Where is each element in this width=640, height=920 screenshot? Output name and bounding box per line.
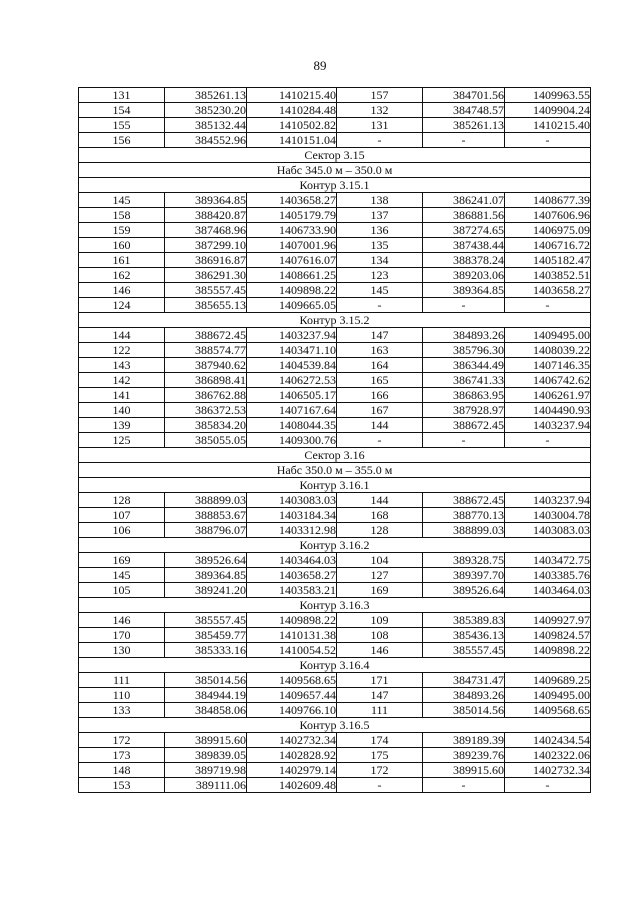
y-coordinate-cell: 1403583.21 xyxy=(247,583,337,598)
contour-title-row xyxy=(79,718,591,733)
x-coordinate-cell: 386344.49 xyxy=(423,358,505,373)
point-number-cell: 147 xyxy=(337,688,423,703)
table-row xyxy=(79,733,591,748)
coordinates-table-body xyxy=(79,88,591,793)
table-row xyxy=(79,748,591,763)
x-coordinate-cell: 389328.75 xyxy=(423,553,505,568)
y-coordinate-cell: 1409568.65 xyxy=(247,673,337,688)
point-number-cell: 143 xyxy=(79,358,165,373)
y-coordinate-cell: - xyxy=(505,778,591,793)
point-number-cell: 123 xyxy=(337,268,423,283)
point-number-cell: 122 xyxy=(79,343,165,358)
y-coordinate-cell: 1408039.22 xyxy=(505,343,591,358)
table-row xyxy=(79,118,591,133)
point-number-cell: - xyxy=(337,133,423,148)
point-number-cell: 137 xyxy=(337,208,423,223)
y-coordinate-cell: 1403658.27 xyxy=(505,283,591,298)
contour-title-row xyxy=(79,313,591,328)
x-coordinate-cell: 384893.26 xyxy=(423,688,505,703)
point-number-cell: 134 xyxy=(337,253,423,268)
point-number-cell: - xyxy=(337,433,423,448)
y-coordinate-cell: 1403472.75 xyxy=(505,553,591,568)
table-row xyxy=(79,778,591,793)
point-number-cell: 147 xyxy=(337,328,423,343)
x-coordinate-cell: 386741.33 xyxy=(423,373,505,388)
x-coordinate-cell: 385557.45 xyxy=(165,613,247,628)
x-coordinate-cell: 386372.53 xyxy=(165,403,247,418)
point-number-cell: 146 xyxy=(79,613,165,628)
point-number-cell: 128 xyxy=(337,523,423,538)
x-coordinate-cell: 385389.83 xyxy=(423,613,505,628)
x-coordinate-cell: 385333.16 xyxy=(165,643,247,658)
contour-title-row xyxy=(79,178,591,193)
table-row xyxy=(79,328,591,343)
point-number-cell: 108 xyxy=(337,628,423,643)
page-number: 89 xyxy=(313,58,327,73)
table-row xyxy=(79,628,591,643)
x-coordinate-cell: 388853.67 xyxy=(165,508,247,523)
point-number-cell: 153 xyxy=(79,778,165,793)
x-coordinate-cell: 387299.10 xyxy=(165,238,247,253)
x-coordinate-cell: 388574.77 xyxy=(165,343,247,358)
x-coordinate-cell: 385014.56 xyxy=(165,673,247,688)
contour-title: Контур 3.15.1 xyxy=(79,178,591,193)
sector-title: Сектор 3.16 xyxy=(79,448,591,463)
y-coordinate-cell: 1408661.25 xyxy=(247,268,337,283)
point-number-cell: 174 xyxy=(337,733,423,748)
sector-title-row xyxy=(79,148,591,163)
y-coordinate-cell: 1403471.10 xyxy=(247,343,337,358)
x-coordinate-cell: 389241.20 xyxy=(165,583,247,598)
point-number-cell: 162 xyxy=(79,268,165,283)
y-coordinate-cell: 1403083.03 xyxy=(247,493,337,508)
y-coordinate-cell: 1402609.48 xyxy=(247,778,337,793)
point-number-cell: 107 xyxy=(79,508,165,523)
x-coordinate-cell: 385557.45 xyxy=(423,643,505,658)
x-coordinate-cell: 385261.13 xyxy=(423,118,505,133)
point-number-cell: 146 xyxy=(79,283,165,298)
x-coordinate-cell: 389111.06 xyxy=(165,778,247,793)
y-coordinate-cell: 1405182.47 xyxy=(505,253,591,268)
point-number-cell: 145 xyxy=(79,193,165,208)
x-coordinate-cell: 389719.98 xyxy=(165,763,247,778)
x-coordinate-cell: 384731.47 xyxy=(423,673,505,688)
y-coordinate-cell: 1402434.54 xyxy=(505,733,591,748)
y-coordinate-cell: 1409495.00 xyxy=(505,688,591,703)
point-number-cell: - xyxy=(337,298,423,313)
point-number-cell: 175 xyxy=(337,748,423,763)
y-coordinate-cell: 1403004.78 xyxy=(505,508,591,523)
x-coordinate-cell: 385230.20 xyxy=(165,103,247,118)
x-coordinate-cell: 389915.60 xyxy=(165,733,247,748)
x-coordinate-cell: 385132.44 xyxy=(165,118,247,133)
table-row xyxy=(79,418,591,433)
point-number-cell: 172 xyxy=(79,733,165,748)
contour-title: Контур 3.15.2 xyxy=(79,313,591,328)
table-row xyxy=(79,388,591,403)
y-coordinate-cell: 1402732.34 xyxy=(505,763,591,778)
x-coordinate-cell: 387468.96 xyxy=(165,223,247,238)
point-number-cell: 111 xyxy=(79,673,165,688)
y-coordinate-cell: 1409689.25 xyxy=(505,673,591,688)
y-coordinate-cell: 1403312.98 xyxy=(247,523,337,538)
table-row xyxy=(79,688,591,703)
y-coordinate-cell: 1406261.97 xyxy=(505,388,591,403)
x-coordinate-cell: 385261.13 xyxy=(165,88,247,103)
x-coordinate-cell: 386291.30 xyxy=(165,268,247,283)
y-coordinate-cell: 1409898.22 xyxy=(247,283,337,298)
x-coordinate-cell: 389526.64 xyxy=(423,583,505,598)
point-number-cell: 169 xyxy=(337,583,423,598)
table-row xyxy=(79,253,591,268)
x-coordinate-cell: 389364.85 xyxy=(165,568,247,583)
y-coordinate-cell: 1403658.27 xyxy=(247,193,337,208)
y-coordinate-cell: 1403464.03 xyxy=(247,553,337,568)
x-coordinate-cell: 389526.64 xyxy=(165,553,247,568)
point-number-cell: 145 xyxy=(337,283,423,298)
table-row xyxy=(79,103,591,118)
table-row xyxy=(79,358,591,373)
point-number-cell: - xyxy=(337,778,423,793)
contour-title-row xyxy=(79,658,591,673)
contour-title: Контур 3.16.2 xyxy=(79,538,591,553)
table-row xyxy=(79,133,591,148)
x-coordinate-cell: 388899.03 xyxy=(165,493,247,508)
point-number-cell: 136 xyxy=(337,223,423,238)
y-coordinate-cell: 1409495.00 xyxy=(505,328,591,343)
y-coordinate-cell: 1405179.79 xyxy=(247,208,337,223)
point-number-cell: 110 xyxy=(79,688,165,703)
y-coordinate-cell: 1409568.65 xyxy=(505,703,591,718)
y-coordinate-cell: 1409963.55 xyxy=(505,88,591,103)
point-number-cell: 148 xyxy=(79,763,165,778)
x-coordinate-cell: - xyxy=(423,298,505,313)
point-number-cell: 141 xyxy=(79,388,165,403)
point-number-cell: 144 xyxy=(337,418,423,433)
table-row xyxy=(79,508,591,523)
sector-title: Сектор 3.15 xyxy=(79,148,591,163)
y-coordinate-cell: 1409927.97 xyxy=(505,613,591,628)
y-coordinate-cell: 1408044.35 xyxy=(247,418,337,433)
x-coordinate-cell: 384944.19 xyxy=(165,688,247,703)
point-number-cell: 144 xyxy=(79,328,165,343)
x-coordinate-cell: - xyxy=(423,133,505,148)
point-number-cell: 163 xyxy=(337,343,423,358)
y-coordinate-cell: 1410284.48 xyxy=(247,103,337,118)
x-coordinate-cell: - xyxy=(423,778,505,793)
point-number-cell: 105 xyxy=(79,583,165,598)
point-number-cell: 132 xyxy=(337,103,423,118)
y-coordinate-cell: 1410215.40 xyxy=(505,118,591,133)
y-coordinate-cell: 1407167.64 xyxy=(247,403,337,418)
point-number-cell: 127 xyxy=(337,568,423,583)
x-coordinate-cell: 386762.88 xyxy=(165,388,247,403)
table-row xyxy=(79,703,591,718)
contour-title: Контур 3.16.5 xyxy=(79,718,591,733)
y-coordinate-cell: 1410502.82 xyxy=(247,118,337,133)
table-row xyxy=(79,643,591,658)
x-coordinate-cell: 388796.07 xyxy=(165,523,247,538)
x-coordinate-cell: 389239.76 xyxy=(423,748,505,763)
y-coordinate-cell: 1407146.35 xyxy=(505,358,591,373)
table-row xyxy=(79,343,591,358)
y-coordinate-cell: 1403083.03 xyxy=(505,523,591,538)
point-number-cell: 171 xyxy=(337,673,423,688)
contour-title: Контур 3.16.4 xyxy=(79,658,591,673)
point-number-cell: 154 xyxy=(79,103,165,118)
x-coordinate-cell: 389203.06 xyxy=(423,268,505,283)
point-number-cell: 165 xyxy=(337,373,423,388)
y-coordinate-cell: 1409824.57 xyxy=(505,628,591,643)
point-number-cell: 166 xyxy=(337,388,423,403)
contour-title-row xyxy=(79,538,591,553)
x-coordinate-cell: 385655.13 xyxy=(165,298,247,313)
y-coordinate-cell: - xyxy=(505,133,591,148)
point-number-cell: 172 xyxy=(337,763,423,778)
sector-altitude-range: Набс 345.0 м – 350.0 м xyxy=(79,163,591,178)
y-coordinate-cell: 1403464.03 xyxy=(505,583,591,598)
point-number-cell: 146 xyxy=(337,643,423,658)
x-coordinate-cell: 386863.95 xyxy=(423,388,505,403)
y-coordinate-cell: 1409904.24 xyxy=(505,103,591,118)
y-coordinate-cell: 1407001.96 xyxy=(247,238,337,253)
point-number-cell: 157 xyxy=(337,88,423,103)
x-coordinate-cell: 387274.65 xyxy=(423,223,505,238)
y-coordinate-cell: 1402322.06 xyxy=(505,748,591,763)
point-number-cell: 142 xyxy=(79,373,165,388)
point-number-cell: 160 xyxy=(79,238,165,253)
sector-altitude-row xyxy=(79,163,591,178)
y-coordinate-cell: 1403385.76 xyxy=(505,568,591,583)
point-number-cell: 131 xyxy=(337,118,423,133)
point-number-cell: 170 xyxy=(79,628,165,643)
y-coordinate-cell: 1407606.96 xyxy=(505,208,591,223)
point-number-cell: 140 xyxy=(79,403,165,418)
y-coordinate-cell: 1409300.76 xyxy=(247,433,337,448)
table-row xyxy=(79,673,591,688)
point-number-cell: 128 xyxy=(79,493,165,508)
table-row xyxy=(79,283,591,298)
x-coordinate-cell: 384701.56 xyxy=(423,88,505,103)
x-coordinate-cell: 388899.03 xyxy=(423,523,505,538)
point-number-cell: 124 xyxy=(79,298,165,313)
point-number-cell: 155 xyxy=(79,118,165,133)
x-coordinate-cell: 386916.87 xyxy=(165,253,247,268)
table-row xyxy=(79,583,591,598)
contour-title-row xyxy=(79,478,591,493)
point-number-cell: 138 xyxy=(337,193,423,208)
point-number-cell: 109 xyxy=(337,613,423,628)
x-coordinate-cell: 384552.96 xyxy=(165,133,247,148)
point-number-cell: 158 xyxy=(79,208,165,223)
table-row xyxy=(79,763,591,778)
point-number-cell: 133 xyxy=(79,703,165,718)
table-row xyxy=(79,373,591,388)
x-coordinate-cell: 389189.39 xyxy=(423,733,505,748)
point-number-cell: 145 xyxy=(79,568,165,583)
point-number-cell: 131 xyxy=(79,88,165,103)
y-coordinate-cell: 1403184.34 xyxy=(247,508,337,523)
point-number-cell: 125 xyxy=(79,433,165,448)
table-row xyxy=(79,298,591,313)
contour-title: Контур 3.16.1 xyxy=(79,478,591,493)
x-coordinate-cell: 389397.70 xyxy=(423,568,505,583)
x-coordinate-cell: 388672.45 xyxy=(423,493,505,508)
x-coordinate-cell: 388420.87 xyxy=(165,208,247,223)
table-row xyxy=(79,208,591,223)
x-coordinate-cell: 389364.85 xyxy=(165,193,247,208)
x-coordinate-cell: 385459.77 xyxy=(165,628,247,643)
y-coordinate-cell: - xyxy=(505,298,591,313)
table-row xyxy=(79,193,591,208)
x-coordinate-cell: 385055.05 xyxy=(165,433,247,448)
y-coordinate-cell: 1408677.39 xyxy=(505,193,591,208)
table-row xyxy=(79,553,591,568)
x-coordinate-cell: 386241.07 xyxy=(423,193,505,208)
point-number-cell: 156 xyxy=(79,133,165,148)
point-number-cell: 104 xyxy=(337,553,423,568)
x-coordinate-cell: 387438.44 xyxy=(423,238,505,253)
y-coordinate-cell: 1406505.17 xyxy=(247,388,337,403)
point-number-cell: 139 xyxy=(79,418,165,433)
table-row xyxy=(79,88,591,103)
y-coordinate-cell: 1403237.94 xyxy=(247,328,337,343)
x-coordinate-cell: 389364.85 xyxy=(423,283,505,298)
table-row xyxy=(79,568,591,583)
x-coordinate-cell: 388672.45 xyxy=(423,418,505,433)
x-coordinate-cell: 385834.20 xyxy=(165,418,247,433)
y-coordinate-cell: 1406733.90 xyxy=(247,223,337,238)
y-coordinate-cell: 1406716.72 xyxy=(505,238,591,253)
point-number-cell: 135 xyxy=(337,238,423,253)
x-coordinate-cell: 385014.56 xyxy=(423,703,505,718)
x-coordinate-cell: 389839.05 xyxy=(165,748,247,763)
x-coordinate-cell: 387928.97 xyxy=(423,403,505,418)
coordinates-table xyxy=(78,87,591,793)
sector-altitude-range: Набс 350.0 м – 355.0 м xyxy=(79,463,591,478)
x-coordinate-cell: 385557.45 xyxy=(165,283,247,298)
table-row xyxy=(79,238,591,253)
x-coordinate-cell: 388672.45 xyxy=(165,328,247,343)
point-number-cell: 161 xyxy=(79,253,165,268)
x-coordinate-cell: 389915.60 xyxy=(423,763,505,778)
sector-altitude-row xyxy=(79,463,591,478)
table-row xyxy=(79,523,591,538)
y-coordinate-cell: 1404490.93 xyxy=(505,403,591,418)
y-coordinate-cell: 1403852.51 xyxy=(505,268,591,283)
x-coordinate-cell: 384748.57 xyxy=(423,103,505,118)
point-number-cell: 164 xyxy=(337,358,423,373)
point-number-cell: 169 xyxy=(79,553,165,568)
y-coordinate-cell: 1409665.05 xyxy=(247,298,337,313)
x-coordinate-cell: 384858.06 xyxy=(165,703,247,718)
table-row xyxy=(79,268,591,283)
point-number-cell: 159 xyxy=(79,223,165,238)
y-coordinate-cell: 1409898.22 xyxy=(247,613,337,628)
contour-title-row xyxy=(79,598,591,613)
table-row xyxy=(79,613,591,628)
contour-title: Контур 3.16.3 xyxy=(79,598,591,613)
point-number-cell: 167 xyxy=(337,403,423,418)
point-number-cell: 168 xyxy=(337,508,423,523)
x-coordinate-cell: 384893.26 xyxy=(423,328,505,343)
table-row xyxy=(79,403,591,418)
table-row xyxy=(79,493,591,508)
y-coordinate-cell: 1406272.53 xyxy=(247,373,337,388)
y-coordinate-cell: 1406742.62 xyxy=(505,373,591,388)
x-coordinate-cell: 388378.24 xyxy=(423,253,505,268)
y-coordinate-cell: 1410131.38 xyxy=(247,628,337,643)
point-number-cell: 111 xyxy=(337,703,423,718)
y-coordinate-cell: - xyxy=(505,433,591,448)
y-coordinate-cell: 1409657.44 xyxy=(247,688,337,703)
y-coordinate-cell: 1410215.40 xyxy=(247,88,337,103)
sector-title-row xyxy=(79,448,591,463)
point-number-cell: 173 xyxy=(79,748,165,763)
x-coordinate-cell: 388770.13 xyxy=(423,508,505,523)
x-coordinate-cell: - xyxy=(423,433,505,448)
y-coordinate-cell: 1403237.94 xyxy=(505,493,591,508)
y-coordinate-cell: 1404539.84 xyxy=(247,358,337,373)
x-coordinate-cell: 385436.13 xyxy=(423,628,505,643)
x-coordinate-cell: 385796.30 xyxy=(423,343,505,358)
table-row xyxy=(79,223,591,238)
point-number-cell: 144 xyxy=(337,493,423,508)
y-coordinate-cell: 1407616.07 xyxy=(247,253,337,268)
y-coordinate-cell: 1410151.04 xyxy=(247,133,337,148)
y-coordinate-cell: 1402828.92 xyxy=(247,748,337,763)
y-coordinate-cell: 1403237.94 xyxy=(505,418,591,433)
y-coordinate-cell: 1409766.10 xyxy=(247,703,337,718)
y-coordinate-cell: 1402979.14 xyxy=(247,763,337,778)
y-coordinate-cell: 1403658.27 xyxy=(247,568,337,583)
y-coordinate-cell: 1409898.22 xyxy=(505,643,591,658)
x-coordinate-cell: 387940.62 xyxy=(165,358,247,373)
x-coordinate-cell: 386881.56 xyxy=(423,208,505,223)
y-coordinate-cell: 1410054.52 xyxy=(247,643,337,658)
point-number-cell: 106 xyxy=(79,523,165,538)
table-row xyxy=(79,433,591,448)
y-coordinate-cell: 1406975.09 xyxy=(505,223,591,238)
point-number-cell: 130 xyxy=(79,643,165,658)
x-coordinate-cell: 386898.41 xyxy=(165,373,247,388)
y-coordinate-cell: 1402732.34 xyxy=(247,733,337,748)
